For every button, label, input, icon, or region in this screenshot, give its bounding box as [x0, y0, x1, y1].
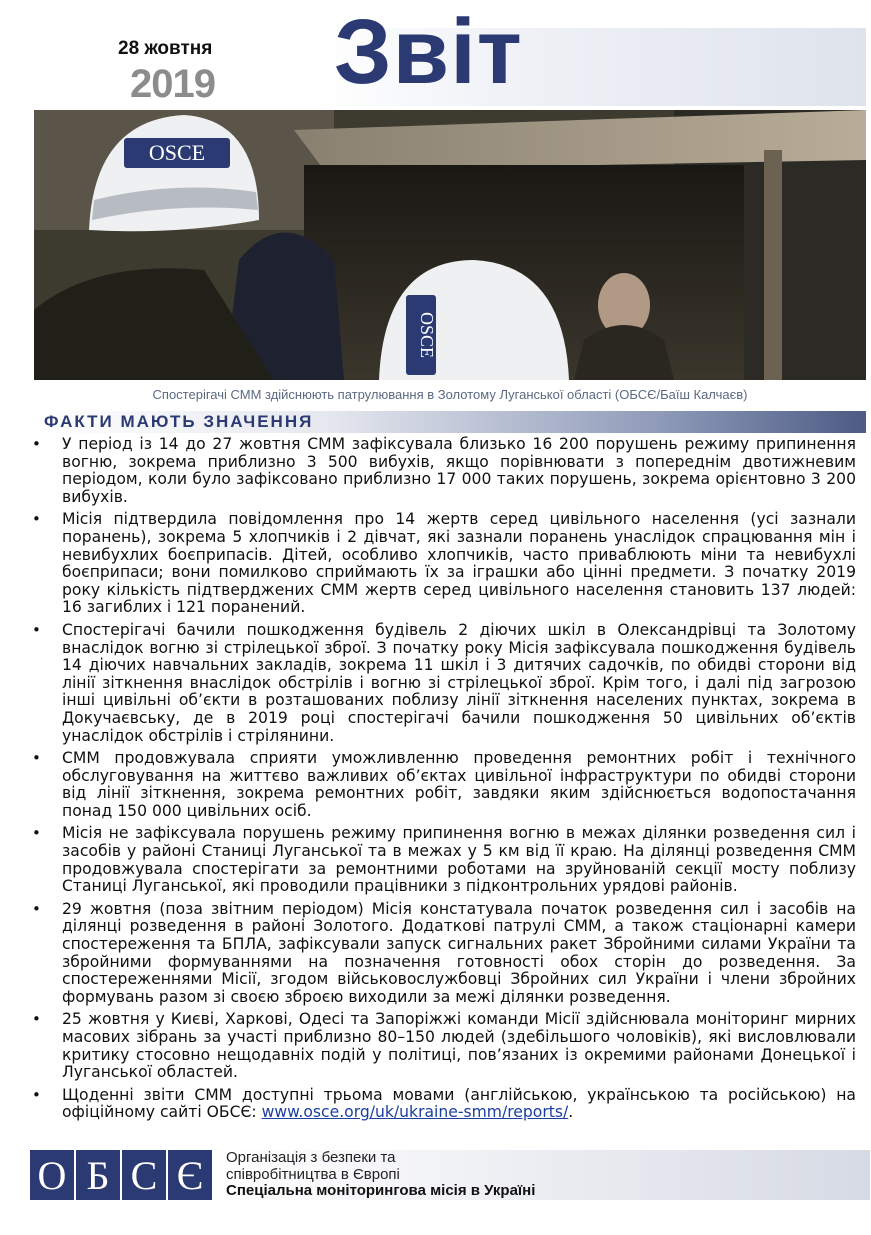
bullet-icon: •: [32, 1010, 41, 1029]
section-title: ФАКТИ МАЮТЬ ЗНАЧЕННЯ: [44, 412, 314, 431]
bullet-icon: •: [32, 899, 41, 918]
logo-letter: С: [122, 1150, 166, 1200]
footer: [30, 1150, 870, 1200]
fact-text: Спостерігачі бачили пошкодження будівель 2 діючих шкіл в Олександрівці та Золотому внаслідок вогню зі стрілецької зброї. З початку року Місія зафіксувала пошкодження будівель 14 діючих навчальних закладів, зокрема 11 шкіл і 3 дитячих садочків, по обидві сторони від лінії зіткнення внаслідок обстрілів і вогню зі стрілецької зброї. Крім того, і далі під загрозою інші цивільні об’єкти в розташованих поблизу лінії зіткнення населених пунктах, зокрема в Докучаєвську, де в 2019 році спостерігачі бачили пошкодження 50 цивільних об’єктів унаслідок обстрілів і стрілянини.: [62, 620, 856, 745]
fact-item: [30, 1011, 856, 1081]
bullet-icon: •: [32, 749, 41, 768]
fact-text: 25 жовтня у Києві, Харкові, Одесі та Запоріжжі команди Місії здійснювала моніторинг мирних масових зібрань за участі приблизно 80–150 людей (здебільшого чоловіків), які висловлювали критику стосовно нещодавніх подій у політиці, пов’язаних із окремими районами Донецької і Луганської областей.: [62, 1010, 856, 1082]
fact-item: [30, 511, 856, 617]
report-date-year: 2019: [130, 62, 215, 106]
fact-suffix: .: [568, 1103, 574, 1122]
mission-name: Спеціальна моніторингова місія в Україні: [226, 1182, 536, 1199]
bullet-icon: •: [32, 824, 41, 843]
reports-link[interactable]: www.osce.org/uk/ukraine-smm/reports/: [261, 1103, 569, 1122]
report-date-day: 28 жовтня: [118, 38, 213, 59]
fact-item-reports: [30, 1087, 856, 1122]
org-line-1: Організація з безпеки та: [226, 1149, 396, 1166]
logo-letter: Є: [168, 1150, 212, 1200]
bullet-icon: •: [32, 510, 41, 529]
cover-photo-illustration: [34, 110, 866, 380]
fact-item: [30, 436, 856, 506]
fact-item: [30, 750, 856, 820]
helmet-label: OSCE: [148, 140, 206, 165]
wooden-post: [764, 150, 782, 380]
helmet-label-rotated: OSCE: [417, 311, 437, 359]
fact-text: Місія підтвердила повідомлення про 14 жертв серед цивільного населення (усі зазнали поранень), зокрема 5 хлопчиків і 2 дівчат, які зазнали поранень унаслідок спрацювання мін і невибухлих боєприпасів. Дітей, особливо хлопчиків, часто приваблюють міни та невибухлі боєприпаси; вони помилково сприймають їх за іграшки або цінні предмети. З початку 2019 року кількість підтверджених СММ жертв серед цивільного населення становить 137 людей: 16 загиблих і 121 поранений.: [62, 510, 856, 617]
fact-text: У період із 14 до 27 жовтня СММ зафіксувала близько 16 200 порушень режиму припинення вогню, зокрема приблизно 3 500 вибухів, якщо порівнювати з попереднім двотижневим періодом, коли було зафіксовано приблизно 17 000 таких порушень, зокрема орієнтовно 3 200 вибухів.: [62, 435, 856, 506]
fact-text: Щоденні звіти СММ доступні трьома мовами (англійською, українською та російською) на офіційному сайті ОБСЄ:: [62, 1085, 856, 1122]
photo-caption: Спостерігачі СММ здійснюють патрулювання в Золотому Луганської області (ОБСЄ/Баїш Калчаєв): [152, 387, 748, 402]
logo-letter: Б: [76, 1150, 120, 1200]
fact-text: Місія не зафіксувала порушень режиму припинення вогню в межах ділянки розведення сил і засобів у районі Станиці Луганської та в межах у 5 км від її краю. На ділянці розведення СММ продовжувала спостерігати за ремонтними роботами на зруйнованій секції мосту поблизу Станиці Луганської, які проводили працівники з підконтрольних урядові районів.: [62, 824, 856, 896]
fact-item: [30, 901, 856, 1007]
fact-text: СММ продовжувала сприяти уможливленню проведення ремонтних робіт і технічного обслуговування на життєво важливих об’єктах цивільної інфраструктури по обидві сторони від лінії зіткнення, зокрема ремонтних робіт, завдяки яким здійснюється водопостачання понад 150 000 цивільних осіб.: [62, 749, 856, 820]
fact-item: [30, 622, 856, 745]
organization-name: [226, 1150, 535, 1200]
fact-text: 29 жовтня (поза звітним періодом) Місія констатувала початок розведення сил і засобів на ділянці розведення в районі Золотого. Додаткові патрулі СММ, а також стаціонарні камери спостереження та БПЛА, зафіксували запуск сигнальних ракет Збройними силами України та збройними формуваннями на позначення готовності обох сторін до розведення. За спостереженнями Місії, згодом військовослужбовці Збройних сил України і члени збройних формувань разом зі своєю зброєю виходили за межі ділянки розведення.: [62, 899, 856, 1006]
cover-photo: [34, 110, 866, 380]
bullet-icon: •: [32, 1085, 41, 1104]
osce-logo: [30, 1150, 214, 1200]
bullet-icon: •: [32, 620, 41, 639]
bullet-icon: •: [32, 435, 41, 453]
logo-letter: О: [30, 1150, 74, 1200]
org-line-2: співробітництва в Європі: [226, 1165, 400, 1183]
fact-item: [30, 825, 856, 895]
facts-list: [30, 436, 856, 1127]
report-title: Звіт: [334, 1, 523, 103]
